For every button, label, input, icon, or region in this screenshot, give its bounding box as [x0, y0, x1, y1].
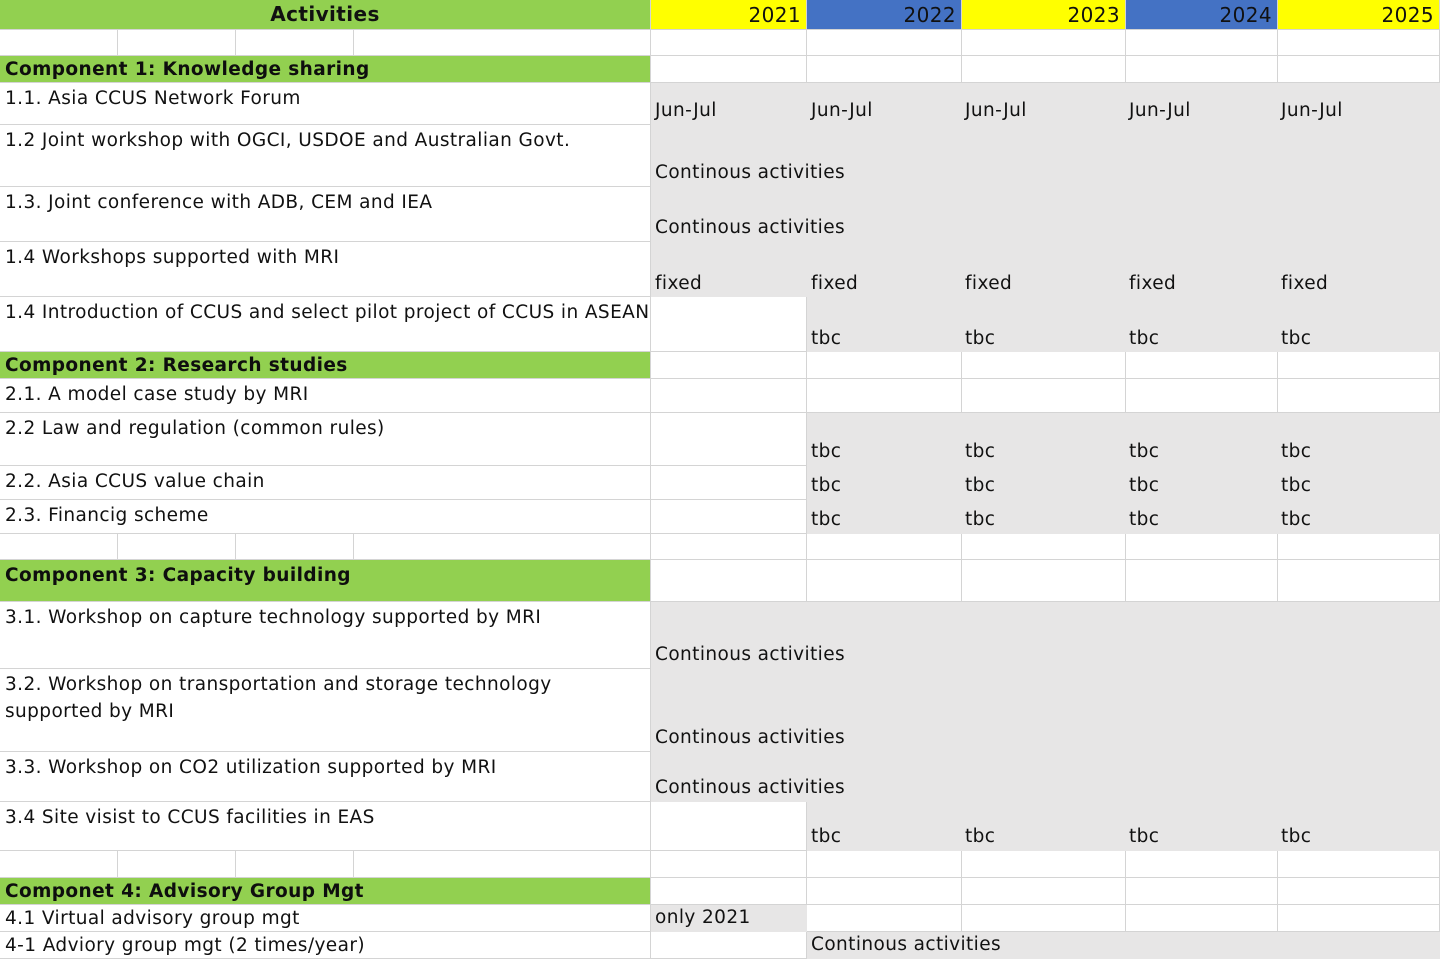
schedule-bar-component-2: [807, 413, 1440, 534]
blank-cell[interactable]: [236, 534, 354, 560]
activity-4-1-adviory[interactable]: 4-1 Adviory group mgt (2 times/year): [0, 932, 651, 959]
blank-cell[interactable]: [1278, 534, 1440, 560]
blank-cell[interactable]: [1126, 56, 1278, 83]
blank-cell[interactable]: [1278, 379, 1440, 413]
blank-cell[interactable]: [1126, 905, 1278, 932]
activity-1-4-workshops[interactable]: 1.4 Workshops supported with MRI: [0, 242, 651, 297]
schedule-bar-component-3: [651, 602, 1440, 802]
blank-cell[interactable]: [118, 30, 236, 56]
blank-cell[interactable]: [962, 379, 1126, 413]
blank-cell[interactable]: [651, 297, 807, 352]
schedule-text-fixed: fixed: [811, 273, 859, 294]
blank-cell[interactable]: [1126, 352, 1278, 379]
blank-cell[interactable]: [651, 379, 807, 413]
blank-cell[interactable]: [1126, 560, 1278, 602]
blank-cell[interactable]: [962, 851, 1126, 878]
blank-cell[interactable]: [651, 500, 807, 534]
blank-cell[interactable]: [807, 534, 962, 560]
blank-cell[interactable]: [1126, 534, 1278, 560]
blank-cell[interactable]: [651, 466, 807, 500]
schedule-text-continuous: Continous activities: [655, 217, 846, 238]
schedule-text-only-2021: only 2021: [655, 907, 751, 928]
component-2-heading[interactable]: Component 2: Research studies: [0, 352, 651, 379]
year-header-2022[interactable]: 2022: [807, 0, 962, 30]
schedule-text-fixed: fixed: [655, 273, 703, 294]
blank-cell[interactable]: [651, 932, 807, 959]
blank-cell[interactable]: [807, 560, 962, 602]
schedule-text-tbc: tbc: [1281, 441, 1312, 462]
schedule-text-tbc: tbc: [965, 509, 996, 530]
blank-cell[interactable]: [962, 30, 1126, 56]
blank-cell[interactable]: [354, 534, 651, 560]
activity-1-2[interactable]: 1.2 Joint workshop with OGCI, USDOE and Australian Govt.: [0, 125, 651, 187]
activity-3-3[interactable]: 3.3. Workshop on CO2 utilization supported by MRI: [0, 752, 651, 802]
activities-header[interactable]: Activities: [0, 0, 651, 30]
schedule-text-continuous: Continous activities: [811, 934, 1002, 955]
schedule-text-fixed: fixed: [1281, 273, 1329, 294]
activity-4-1-virtual[interactable]: 4.1 Virtual advisory group mgt: [0, 905, 651, 932]
blank-cell[interactable]: [354, 30, 651, 56]
schedule-text-tbc: tbc: [811, 509, 842, 530]
blank-cell[interactable]: [807, 352, 962, 379]
blank-cell[interactable]: [0, 851, 118, 878]
blank-cell[interactable]: [651, 413, 807, 466]
activity-3-1[interactable]: 3.1. Workshop on capture technology supported by MRI: [0, 602, 651, 669]
schedule-bar-1-4-introduction: [807, 297, 1440, 352]
schedule-text-continuous: Continous activities: [655, 644, 846, 665]
schedule-text-tbc: tbc: [811, 328, 842, 349]
blank-cell[interactable]: [236, 851, 354, 878]
blank-cell[interactable]: [962, 56, 1126, 83]
schedule-text-fixed: fixed: [1129, 273, 1177, 294]
blank-cell[interactable]: [962, 352, 1126, 379]
schedule-text-tbc: tbc: [811, 441, 842, 462]
component-3-heading[interactable]: Component 3: Capacity building: [0, 560, 651, 602]
blank-cell[interactable]: [1126, 30, 1278, 56]
schedule-text-tbc: tbc: [811, 826, 842, 847]
schedule-text-jun-jul: Jun-Jul: [1281, 100, 1343, 121]
blank-cell[interactable]: [0, 30, 118, 56]
blank-cell[interactable]: [807, 905, 962, 932]
blank-cell[interactable]: [1278, 56, 1440, 83]
blank-cell[interactable]: [1278, 851, 1440, 878]
schedule-text-tbc: tbc: [965, 441, 996, 462]
component-4-heading[interactable]: Componet 4: Advisory Group Mgt: [0, 878, 651, 905]
blank-cell[interactable]: [651, 352, 807, 379]
blank-cell[interactable]: [962, 878, 1126, 905]
blank-cell[interactable]: [118, 534, 236, 560]
schedule-text-fixed: fixed: [965, 273, 1013, 294]
schedule-text-jun-jul: Jun-Jul: [811, 100, 873, 121]
blank-cell[interactable]: [1126, 379, 1278, 413]
blank-cell[interactable]: [651, 30, 807, 56]
year-header-2025[interactable]: 2025: [1278, 0, 1440, 30]
activity-1-1[interactable]: 1.1. Asia CCUS Network Forum: [0, 83, 651, 125]
schedule-text-tbc: tbc: [1129, 826, 1160, 847]
schedule-text-jun-jul: Jun-Jul: [965, 100, 1027, 121]
schedule-text-continuous: Continous activities: [655, 727, 846, 748]
schedule-text-tbc: tbc: [1129, 328, 1160, 349]
blank-cell[interactable]: [651, 56, 807, 83]
blank-cell[interactable]: [807, 851, 962, 878]
schedule-text-tbc: tbc: [1281, 509, 1312, 530]
schedule-bar-3-4: [807, 802, 1440, 851]
schedule-text-tbc: tbc: [811, 475, 842, 496]
activity-3-2[interactable]: 3.2. Workshop on transportation and storage technology supported by MRI: [0, 669, 651, 752]
blank-cell[interactable]: [236, 30, 354, 56]
year-header-2024[interactable]: 2024: [1126, 0, 1278, 30]
blank-cell[interactable]: [807, 878, 962, 905]
activity-2-2-law[interactable]: 2.2 Law and regulation (common rules): [0, 413, 651, 466]
schedule-text-tbc: tbc: [1129, 441, 1160, 462]
component-1-heading[interactable]: Component 1: Knowledge sharing: [0, 56, 651, 83]
schedule-text-continuous: Continous activities: [655, 162, 846, 183]
activity-2-1[interactable]: 2.1. A model case study by MRI: [0, 379, 651, 413]
activity-2-3[interactable]: 2.3. Financig scheme: [0, 500, 651, 534]
blank-cell[interactable]: [0, 534, 118, 560]
activity-1-3[interactable]: 1.3. Joint conference with ADB, CEM and IEA: [0, 187, 651, 242]
blank-cell[interactable]: [807, 379, 962, 413]
schedule-text-tbc: tbc: [965, 826, 996, 847]
activity-1-4-introduction[interactable]: 1.4 Introduction of CCUS and select pilot project of CCUS in ASEAN: [0, 297, 651, 352]
blank-cell[interactable]: [807, 56, 962, 83]
blank-cell[interactable]: [1278, 878, 1440, 905]
blank-cell[interactable]: [1278, 560, 1440, 602]
activity-2-2-value-chain[interactable]: 2.2. Asia CCUS value chain: [0, 466, 651, 500]
schedule-text-tbc: tbc: [1129, 475, 1160, 496]
blank-cell[interactable]: [962, 905, 1126, 932]
schedule-text-jun-jul: Jun-Jul: [1129, 100, 1191, 121]
schedule-text-tbc: tbc: [1281, 826, 1312, 847]
schedule-text-jun-jul: Jun-Jul: [655, 100, 717, 121]
schedule-text-tbc: tbc: [965, 475, 996, 496]
blank-cell[interactable]: [354, 851, 651, 878]
year-header-2023[interactable]: 2023: [962, 0, 1126, 30]
blank-cell[interactable]: [651, 802, 807, 851]
blank-cell[interactable]: [807, 30, 962, 56]
schedule-text-tbc: tbc: [1281, 328, 1312, 349]
blank-cell[interactable]: [1278, 30, 1440, 56]
blank-cell[interactable]: [651, 878, 807, 905]
blank-cell[interactable]: [118, 851, 236, 878]
schedule-text-continuous: Continous activities: [655, 777, 846, 798]
blank-cell[interactable]: [1278, 352, 1440, 379]
blank-cell[interactable]: [651, 534, 807, 560]
blank-cell[interactable]: [651, 851, 807, 878]
schedule-text-tbc: tbc: [965, 328, 996, 349]
blank-cell[interactable]: [651, 560, 807, 602]
blank-cell[interactable]: [962, 560, 1126, 602]
year-header-2021[interactable]: 2021: [651, 0, 807, 30]
blank-cell[interactable]: [1126, 878, 1278, 905]
blank-cell[interactable]: [1278, 905, 1440, 932]
activity-3-4[interactable]: 3.4 Site visist to CCUS facilities in EAS: [0, 802, 651, 851]
blank-cell[interactable]: [1126, 851, 1278, 878]
schedule-text-tbc: tbc: [1129, 509, 1160, 530]
schedule-text-tbc: tbc: [1281, 475, 1312, 496]
blank-cell[interactable]: [962, 534, 1126, 560]
